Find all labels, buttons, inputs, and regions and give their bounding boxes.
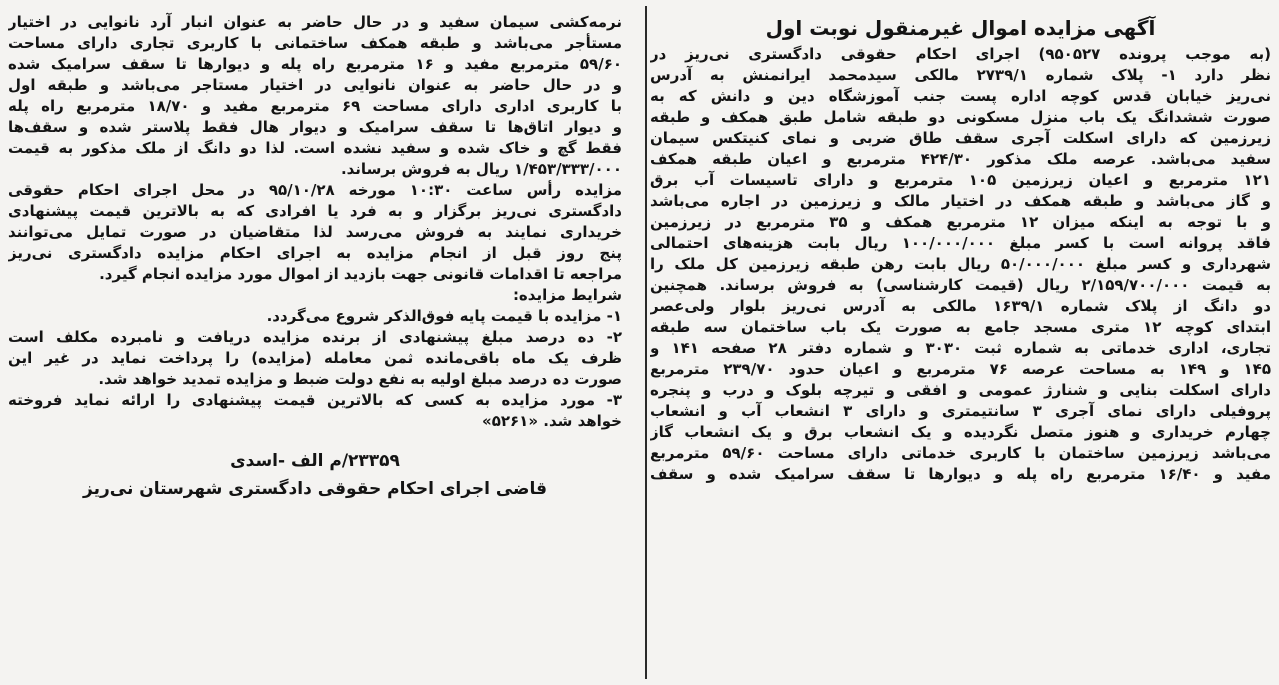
text-line: مفید و ۱۶/۴۰ مترمربع راه پله و دیوارها تا سقف سرامیک شده و سقف [650,465,1271,483]
text-line: سفید می‌باشد. عرصه ملک مذکور ۴۲۴/۳۰ مترمربع و اعیان طبقه همکف [650,150,1271,168]
text-line: دادگستری نی‌ریز برگزار و به فرد یا افرادی که به بالاترین قیمت پیشنهادی [8,202,622,220]
text-line: به قیمت ۲/۱۵۹/۷۰۰/۰۰۰ ریال (قیمت کارشناسی) به فروش برساند. همچنین [650,276,1271,294]
text-line: تجاری، اداری خدماتی به شماره ثبت ۳۰۳۰ و شماره دفتر ۲۸ صفحه ۱۴۱ و [650,339,1271,357]
text-line: ۱/۴۵۳/۳۳۳/۰۰۰ ریال به فروش برساند. [340,160,622,178]
text-line: مستأجر می‌باشد و طبقه همکف ساختمانی با کاربری تجاری دارای مساحت [8,34,622,52]
auction-details [8,180,622,285]
text-line: نرمه‌کشی سیمان سفید و در حال حاضر به عنوان انبار آرد نانوایی در اختیار [8,13,622,31]
text-line: پنج روز قبل از انجام مزایده به اجرای احکام مزایده دادگستری نی‌ریز [8,244,622,262]
notice-reference-number: ۲۳۳۵۹/م الف -اسدی [230,451,400,471]
text-line: می‌باشد زیرزمین ساختمان با کاربری خدماتی دارای مساحت ۵۹/۶۰ مترمربع [650,444,1271,462]
condition-item: ۱- مزایده با قیمت پایه فوق‌الذکر شروع می‌گردد. [266,307,622,325]
text-line: چهارم خریداری و هنوز متصل نگردیده و یک انشعاب برق و یک انشعاب گاز [650,423,1271,441]
left-column [6,0,624,685]
text-line: پروفیلی دارای نمای آجری ۳ سانتیمتری و دارای ۳ انشعاب آب و انشعاب [650,402,1271,420]
auction-conditions [8,285,622,432]
text-line: شهرداری و کسر مبلغ ۵۰/۰۰۰/۰۰۰ ریال بابت رهن طبقه زیرزمین کل ملک را [650,255,1271,273]
text-line: و با توجه به اینکه میزان ۱۲ مترمربع همکف و ۳۵ مترمربع در زیرزمین [650,213,1271,231]
right-column [648,0,1273,685]
text-line: صورت ده درصد مبلغ اولیه به نفع دولت ضبط و مزایده تمدید خواهد شد. [98,370,622,388]
text-line: ۱۲۱ مترمربع و اعیان زیرزمین ۱۰۵ مترمربع و دارای تاسیسات آب برق [650,171,1271,189]
text-line: با کاربری اداری دارای مساحت ۶۹ مترمربع مفید و ۱۸/۷۰ مترمربع راه پله [8,97,622,115]
text-line: خواهد شد. «۵۲۶۱» [482,412,622,430]
text-line: و گاز می‌باشد و طبقه همکف در اختیار مالک و زیرزمین در اجاره می‌باشد [650,192,1271,210]
notice-title: آگهی مزایده اموال غیرمنقول نوبت اول [765,16,1156,40]
text-line: زیرزمین که دارای اسکلت آجری سقف طاق ضربی و نمای کنیتکس سیمان [650,129,1271,147]
text-line: ۱۴۵ و ۱۴۹ به مساحت عرصه ۷۶ مترمربع و اعیان حدود ۲۳۹/۷۰ مترمربع [650,360,1271,378]
text-line: ابتدای کوچه ۱۲ متری مسجد جامع به صورت یک باب ساختمان سه طبقه [650,318,1271,336]
text-line: صورت ششدانگ یک باب منزل مسکونی دو طبقه شامل طبق همکف و طبقه [650,108,1271,126]
text-line: دارای اسکلت بنایی و شنارژ عمومی و افقی و تیرچه بلوک و درب و پنجره [650,381,1271,399]
text-line: و دیوار اتاق‌ها تا سقف سرامیک و دیوار هال فقط پلاستر شده و سقف‌ها [8,118,622,136]
text-line: دو دانگ از پلاک شماره ۱۶۳۹/۱ مالکی به آدرس نی‌ریز بلوار ولی‌عصر [650,297,1271,315]
signature-block [8,448,622,504]
text-line: ظرف یک ماه باقی‌مانده ثمن معامله (مزایده) را پرداخت نماید در غیر این [8,349,622,367]
conditions-heading: شرایط مزایده: [512,286,622,304]
text-line: نی‌ریز خیابان قدس کوچه اداره پست جنب آموزشگاه دین و دانش که به [650,87,1271,105]
text-line: و در حال حاضر به عنوان نانوایی در اختیار مستاجر می‌باشد و طبقه اول [8,76,622,94]
column-divider [645,6,647,679]
text-line: مراجعه تا اقدامات قانونی جهت بازدید از اموال مورد مزایده انجام گیرد. [99,265,622,283]
text-line: فقط گچ و خاک شده و سفید نشده است. لذا دو دانگ از ملک مذکور به قیمت [8,139,622,157]
right-column-body [650,44,1271,485]
property-description-continued [8,12,622,180]
condition-item: ۲- ده درصد مبلغ پیشنهادی از برنده مزایده دریافت و نامبرده مکلف است [8,328,622,346]
text-line: خریداری نمایند به فروش می‌رسد لذا متقاضیان در صورت تمایل می‌توانند [8,223,622,241]
text-line: نظر دارد ۱- پلاک شماره ۲۷۳۹/۱ مالکی سیدمحمد ایرانمنش به آدرس [650,66,1271,84]
judge-title: قاضی اجرای احکام حقوقی دادگستری شهرستان نی‌ریز [83,479,547,499]
text-line: (به موجب پرونده ۹۵۰۵۲۷) اجرای احکام حقوقی دادگستری نی‌ریز در [650,45,1271,63]
text-line: ۵۹/۶۰ مترمربع مفید و ۱۶ مترمربع راه پله و دیوارها تا سقف سرامیک شده [8,55,622,73]
condition-item: ۳- مورد مزایده به کسی که بالاترین قیمت پیشنهادی را ارائه نماید فروخته [8,391,622,409]
text-line: فاقد پروانه است با کسر مبلغ ۱۰۰/۰۰۰/۰۰۰ ریال بابت هزینه‌های احتمالی [650,234,1271,252]
text-line: مزایده رأس ساعت ۱۰:۳۰ مورخه ۹۵/۱۰/۲۸ در محل اجرای احکام حقوقی [8,181,622,199]
